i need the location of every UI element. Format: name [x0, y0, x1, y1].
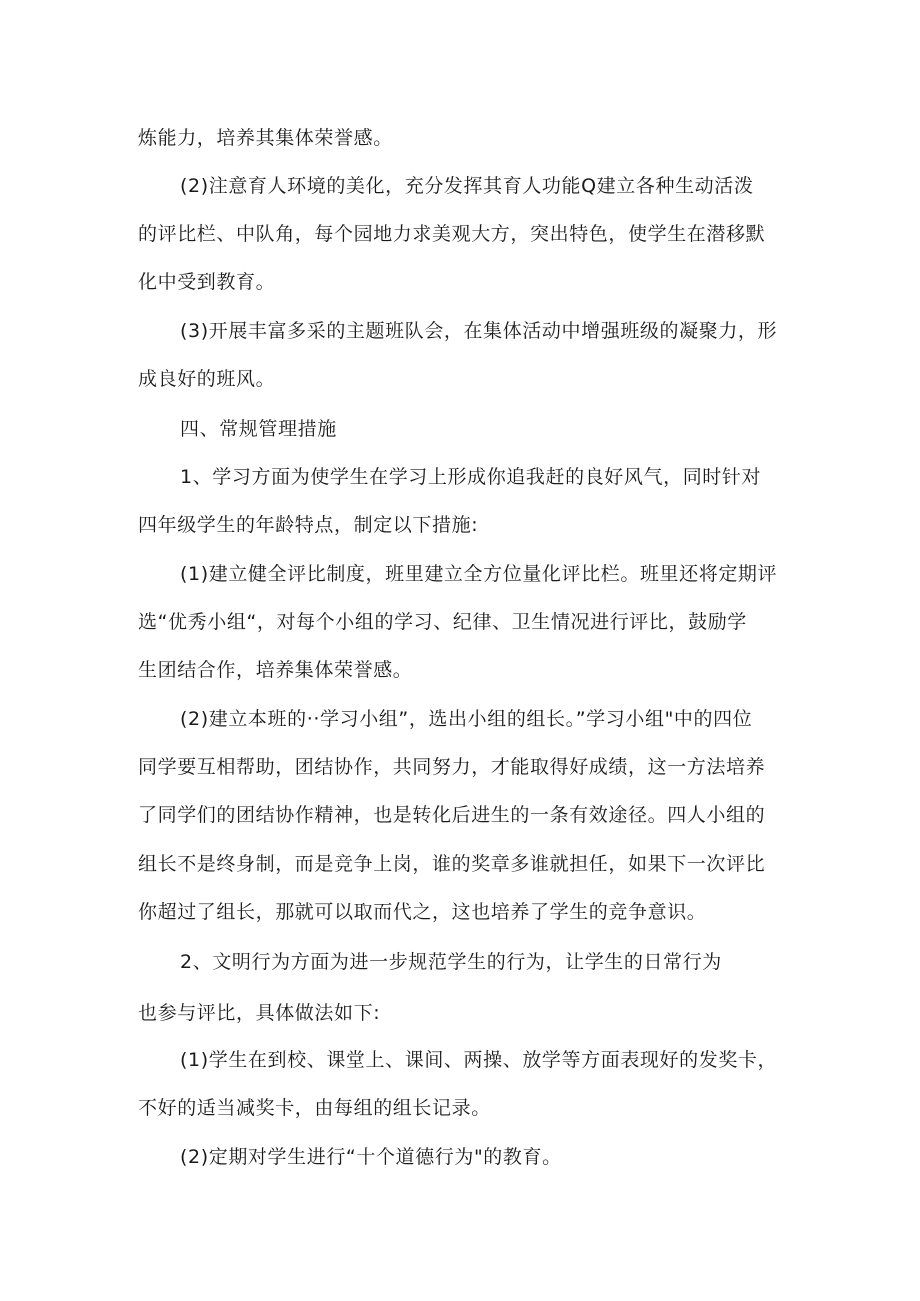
text-line: (2)注意育人环境的美化，充分发挥其育人功能Q建立各种生动活泼	[180, 175, 754, 197]
text-line: (1)建立健全评比制度，班里建立全方位量化评比栏。班里还将定期评	[180, 563, 778, 585]
section-heading: 四、常规管理措施	[180, 418, 337, 440]
text-line: 选“优秀小组“，对每个小组的学习、纪律、卫生情况进行评比，鼓励学	[138, 611, 747, 633]
text-line: 生团结合作，培养集体荣誉感。	[138, 659, 413, 681]
text-line: 化中受到教育。	[138, 271, 276, 293]
text-line: 不好的适当减奖卡，由每组的组长记录。	[138, 1097, 491, 1119]
text-line: (1)学生在到校、课堂上、课间、两操、放学等方面表现好的发奖卡，	[180, 1049, 778, 1071]
text-line: 1、学习方面为使学生在学习上形成你追我赶的良好风气，同时针对	[180, 466, 762, 488]
text-line: 的评比栏、中队角，每个园地力求美观大方，突出特色，使学生在潜移默	[138, 223, 766, 245]
text-line: 也参与评比，具体做法如下:	[138, 1002, 381, 1024]
text-line: (2)定期对学生进行“十个道德行为"的教育。	[180, 1146, 562, 1168]
text-line: 组长不是终身制，而是竞争上岗，谁的奖章多谁就担任，如果下一次评比	[138, 853, 766, 875]
text-line: (2)建立本班的··学习小组”，选出小组的组长。”学习小组"中的四位	[180, 708, 753, 730]
text-line: 四年级学生的年龄特点，制定以下措施:	[138, 514, 479, 536]
text-line: 成良好的班风。	[138, 368, 276, 390]
text-line: (3)开展丰富多采的主题班队会，在集体活动中增强班级的凝聚力，形	[180, 320, 778, 342]
text-line: 炼能力，培养其集体荣誉感。	[138, 127, 393, 149]
text-line: 了同学们的团结协作精神，也是转化后进生的一条有效途径。四人小组的	[138, 804, 766, 826]
text-line: 你超过了组长，那就可以取而代之，这也培养了学生的竞争意识。	[138, 901, 707, 923]
text-line: 2、文明行为方面为进一步规范学生的行为，让学生的日常行为	[180, 951, 722, 973]
text-line: 同学要互相帮助，团结协作，共同努力，才能取得好成绩，这一方法培养	[138, 756, 766, 778]
